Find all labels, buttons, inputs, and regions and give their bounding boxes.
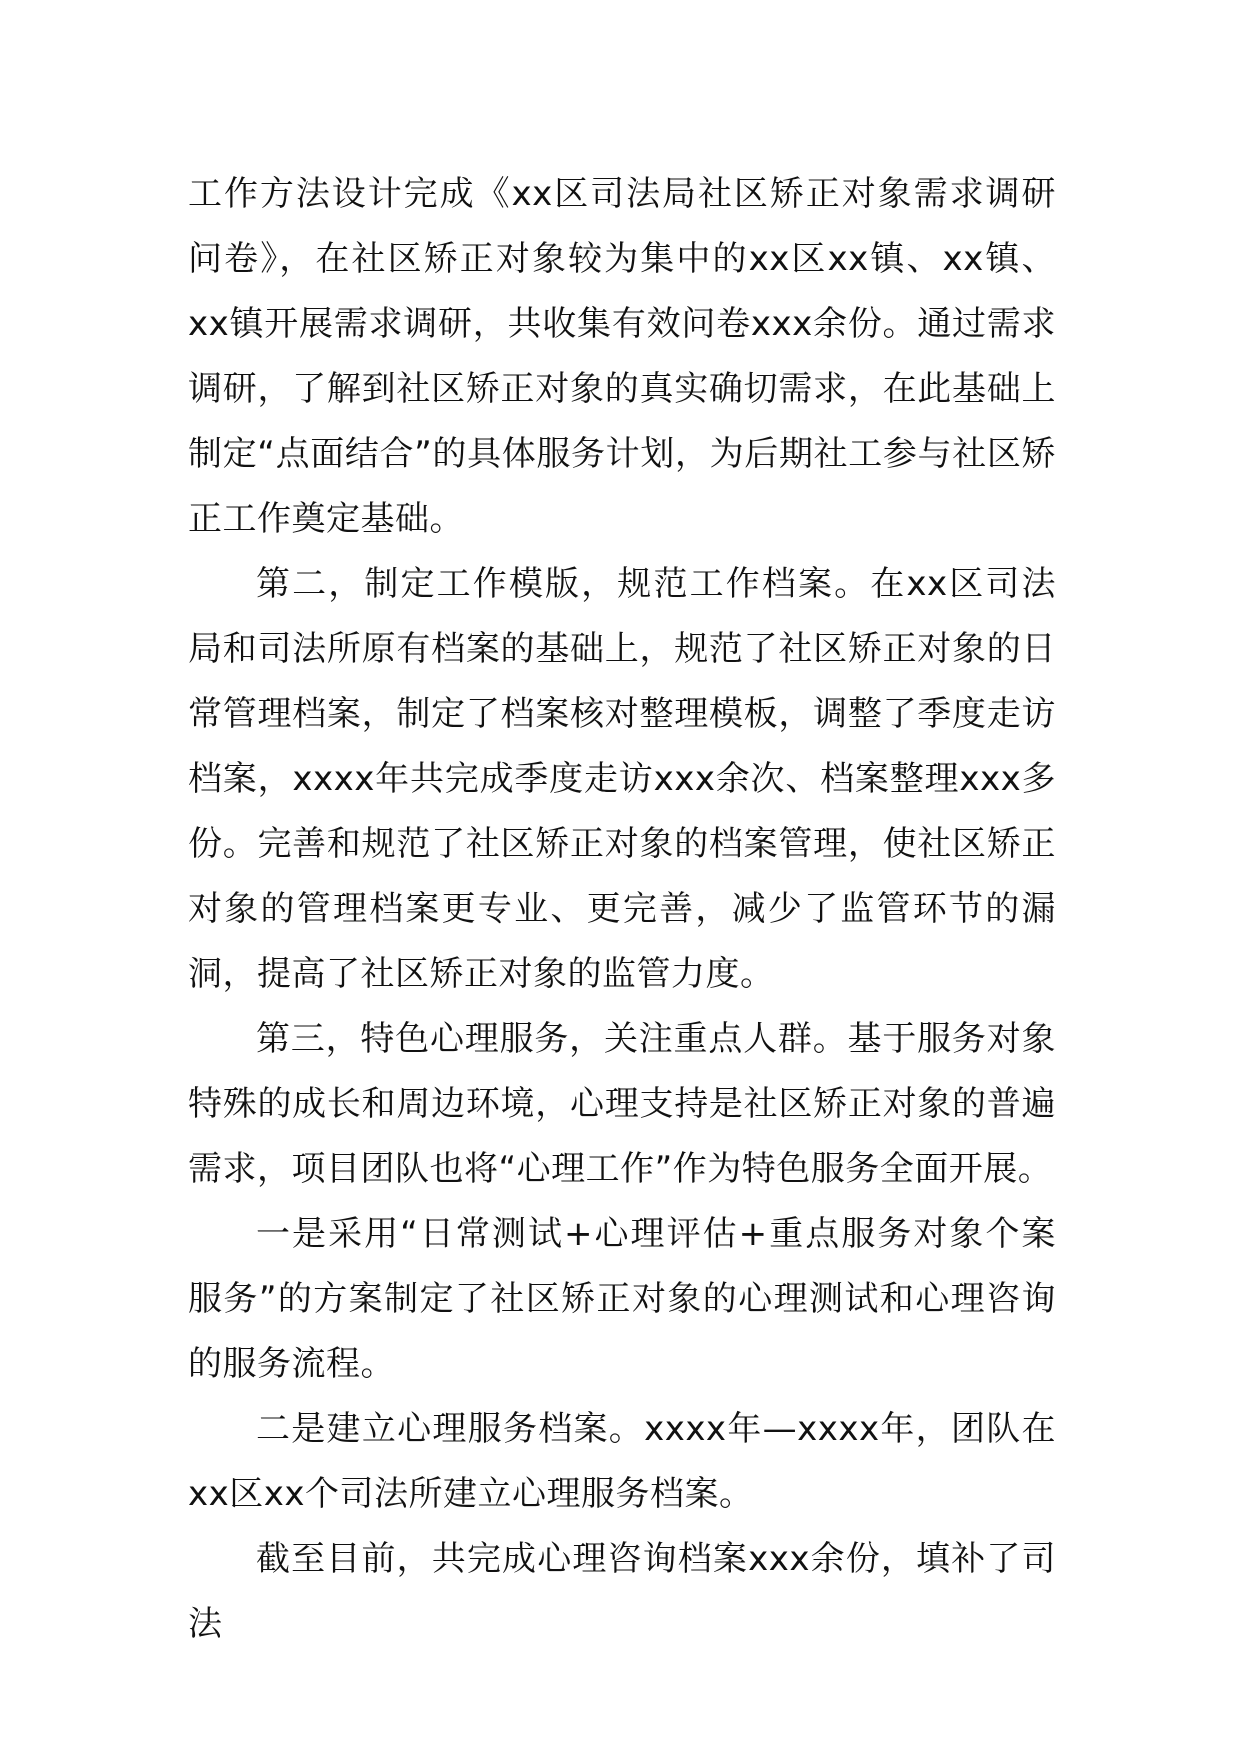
document-body (188, 162, 1056, 1657)
paragraph-4: 一是采用“日常测试+心理评估+重点服务对象个案服务”的方案制定了社区矫正对象的心理测试和心理咨询的服务流程。 (188, 1214, 1056, 1384)
paragraph-3: 第三，特色心理服务，关注重点人群。基于服务对象特殊的成长和周边环境，心理支持是社区矫正对象的普遍需求，项目团队也将“心理工作”作为特色服务全面开展。 (188, 1019, 1056, 1189)
paragraph-5: 二是建立心理服务档案。xxxx年—xxxx年，团队在xx区xx个司法所建立心理服务档案。 (188, 1409, 1056, 1514)
paragraph-2: 第二，制定工作模版，规范工作档案。在xx区司法局和司法所原有档案的基础上，规范了社区矫正对象的日常管理档案，制定了档案核对整理模板，调整了季度走访档案，xxxx年共完成季度走访xxx余次、档案整理xxx多份。完善和规范了社区矫正对象的档案管理，使社区矫正对象的管理档案更专业、更完善，减少了监管环节的漏洞，提高了社区矫正对象的监管力度。 (188, 564, 1056, 994)
paragraph-1: 工作方法设计完成《xx区司法局社区矫正对象需求调研问卷》，在社区矫正对象较为集中的xx区xx镇、xx镇、xx镇开展需求调研，共收集有效问卷xxx余份。通过需求调研，了解到社区矫正对象的真实确切需求，在此基础上制定“点面结合”的具体服务计划，为后期社工参与社区矫正工作奠定基础。 (188, 174, 1056, 539)
paragraph-6: 截至目前，共完成心理咨询档案xxx余份，填补了司法 (188, 1539, 1056, 1644)
